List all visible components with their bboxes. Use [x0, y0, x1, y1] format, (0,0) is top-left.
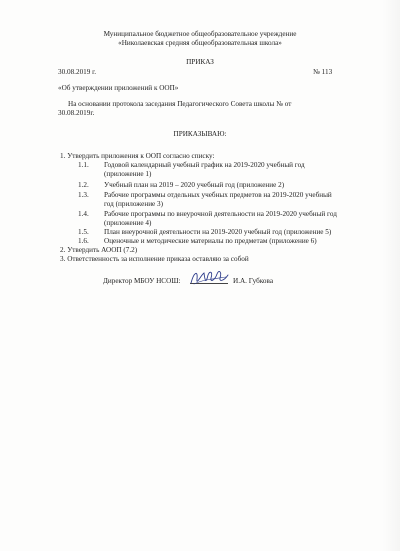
- subitem-1-1-number: 1.1.: [78, 161, 89, 169]
- order-subject: «Об утверждении приложений к ООП»: [58, 84, 179, 92]
- subitem-1-4-text-cont: (приложение 4): [104, 219, 152, 227]
- order-number: № 113: [313, 68, 333, 76]
- scan-edge-shadow: [382, 0, 400, 551]
- subitem-1-2-text: Учебный план на 2019 – 2020 учебный год (приложение 2): [104, 181, 285, 189]
- signature-title: Директор МБОУ НСОШ:: [103, 277, 181, 285]
- order-word: ПРИКАЗЫВАЮ:: [173, 130, 227, 138]
- signature-name: И.А. Губкова: [233, 277, 274, 285]
- subitem-1-1-text-cont: (приложение 1): [104, 170, 152, 178]
- subitem-1-4-text: Рабочие программы по внеурочной деятельности на 2019-2020 учебный год: [104, 210, 337, 218]
- subitem-1-2-number: 1.2.: [78, 181, 89, 189]
- order-date: 30.08.2019 г.: [58, 68, 97, 76]
- subitem-1-4-number: 1.4.: [78, 210, 89, 218]
- org-name-line2: «Николаевская средняя общеобразовательная школа»: [118, 39, 282, 47]
- subitem-1-3-number: 1.3.: [78, 191, 89, 199]
- subitem-1-6-text: Оценочные и методические материалы по предметам (приложение 6): [104, 237, 317, 245]
- item-2: 2. Утвердить АООП (7.2): [60, 246, 138, 254]
- subitem-1-5-number: 1.5.: [78, 228, 89, 236]
- basis-line1: На основании протокола заседания Педагогического Совета школы № от: [68, 100, 292, 108]
- subitem-1-1-text: Годовой календарный учебный график на 2019-2020 учебный год: [104, 161, 305, 169]
- org-name-line1: Муниципальное бюджетное общеобразовательное учреждение: [103, 30, 297, 38]
- item-1: 1. Утвердить приложения к ООП согласно списку:: [60, 152, 215, 160]
- subitem-1-6-number: 1.6.: [78, 237, 89, 245]
- subitem-1-3-text: Рабочие программы отдельных учебных предметов на 2019-2020 учебный: [104, 191, 332, 199]
- basis-line2: 30.08.2019г.: [58, 109, 95, 117]
- doc-title: ПРИКАЗ: [186, 58, 214, 66]
- subitem-1-3-text-cont: год (приложение 3): [104, 200, 164, 208]
- item-3: 3. Ответственность за исполнение приказа оставляю за собой: [60, 255, 249, 263]
- subitem-1-5-text: План внеурочной деятельности на 2019-2020 учебный год (приложение 5): [104, 228, 332, 236]
- handwritten-signature: [188, 266, 232, 290]
